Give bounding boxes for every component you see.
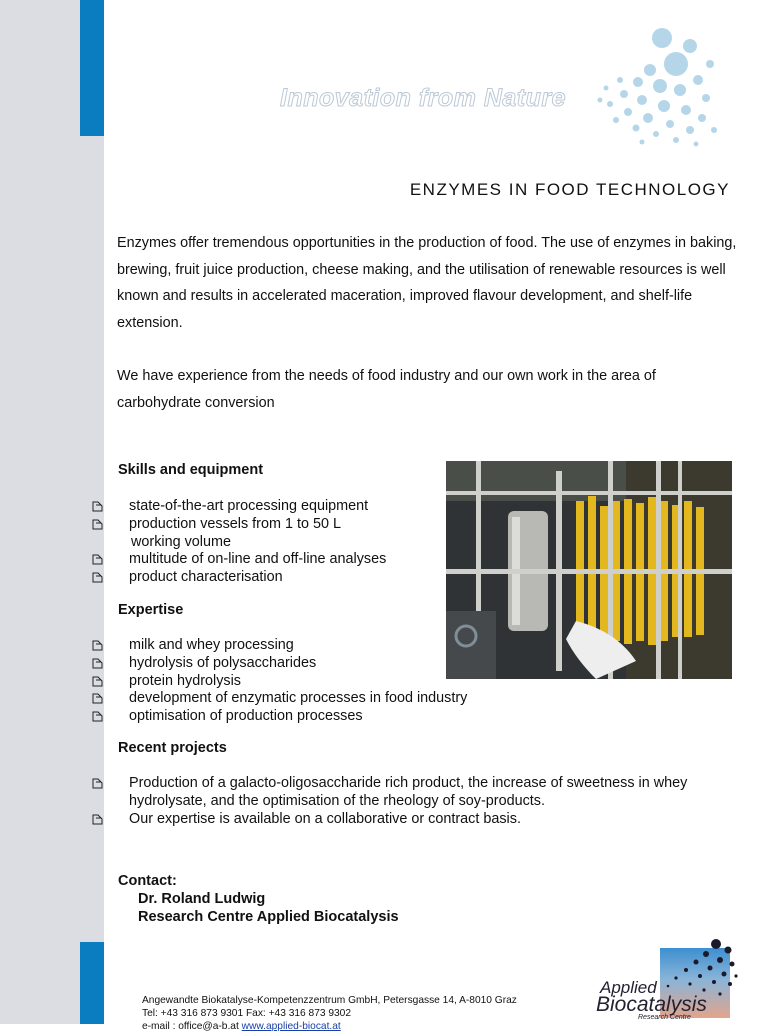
page-title: ENZYMES IN FOOD TECHNOLOGY [409,180,730,199]
list-item: development of enzymatic processes in food industry [92,690,467,708]
logo-dots-icon [656,938,742,998]
list-item: state-of-the-art processing equipment [92,498,386,516]
accent-bar-bottom [80,942,104,1024]
skills-list [92,498,386,587]
list-item: production vessels from 1 to 50 L working volume [92,516,386,552]
logo-word-research: Research Centre [638,1014,691,1021]
contact-block [118,872,399,926]
pointing-hand-icon [92,572,103,583]
left-margin-strip [0,0,104,1024]
intro-text [117,230,737,443]
pointing-hand-icon [92,676,103,687]
equipment-photo [446,461,732,679]
pointing-hand-icon [92,778,103,789]
footer-line-1: Angewandte Biokatalyse-Kompetenzzentrum GmbH, Petersgasse 14, A-8010 Graz [142,995,517,1006]
footer-website-link[interactable]: www.applied-biocat.at [241,1021,341,1032]
list-item: hydrolysis of polysaccharides [92,655,467,673]
list-item: protein hydrolysis [92,673,467,691]
list-item: optimisation of production processes [92,708,467,726]
pointing-hand-icon [92,711,103,722]
skills-heading: Skills and equipment [118,462,264,478]
contact-org: Research Centre Applied Biocatalysis [138,909,399,925]
pointing-hand-icon [92,519,103,530]
list-item: milk and whey processing [92,637,467,655]
list-item: multitude of on-line and off-line analyses [92,551,386,569]
list-item: Our expertise is available on a collaborative or contract basis. [92,811,742,829]
accent-bar-top [80,0,104,136]
pointing-hand-icon [92,640,103,651]
footer-line-2: Tel: +43 316 873 9301 Fax: +43 316 873 9302 [142,1008,352,1019]
expertise-heading: Expertise [118,602,184,618]
logo-word-applied: Applied [600,978,657,997]
list-item: product characterisation [92,569,386,587]
pointing-hand-icon [92,501,103,512]
contact-name: Dr. Roland Ludwig [138,891,266,907]
contact-label: Contact: [118,873,177,889]
list-item-continuation: working volume [131,533,231,550]
logo-word-biocatalysis: Biocatalysis [596,993,707,1016]
intro-paragraph-1: Enzymes offer tremendous opportunities in the production of food. The use of enzymes in baking, brewing, fruit juice production, cheese making, and the utilisation of renewable resources is well known and results in accelerated maceration, improved flavour development, and shelf-life extension. [117,235,737,331]
pointing-hand-icon [92,554,103,565]
company-logo [596,938,742,1024]
bubbles-icon [580,20,730,155]
projects-list [92,775,742,828]
expertise-list [92,637,467,726]
projects-heading: Recent projects [118,740,227,756]
tagline: Innovation from Nature [280,84,567,112]
footer-line-3 [142,1020,517,1033]
footer-email: e-mail : office@a-b.at [142,1021,239,1032]
list-item: Production of a galacto-oligosaccharide rich product, the increase of sweetness in whey hydrolysate, and the optimisation of the rheology of soy-products. [92,775,742,811]
footer-address [142,994,517,1033]
pointing-hand-icon [92,814,103,825]
pointing-hand-icon [92,658,103,669]
pointing-hand-icon [92,693,103,704]
intro-paragraph-2: We have experience from the needs of food industry and our own work in the area of carbohydrate conversion [117,368,656,411]
